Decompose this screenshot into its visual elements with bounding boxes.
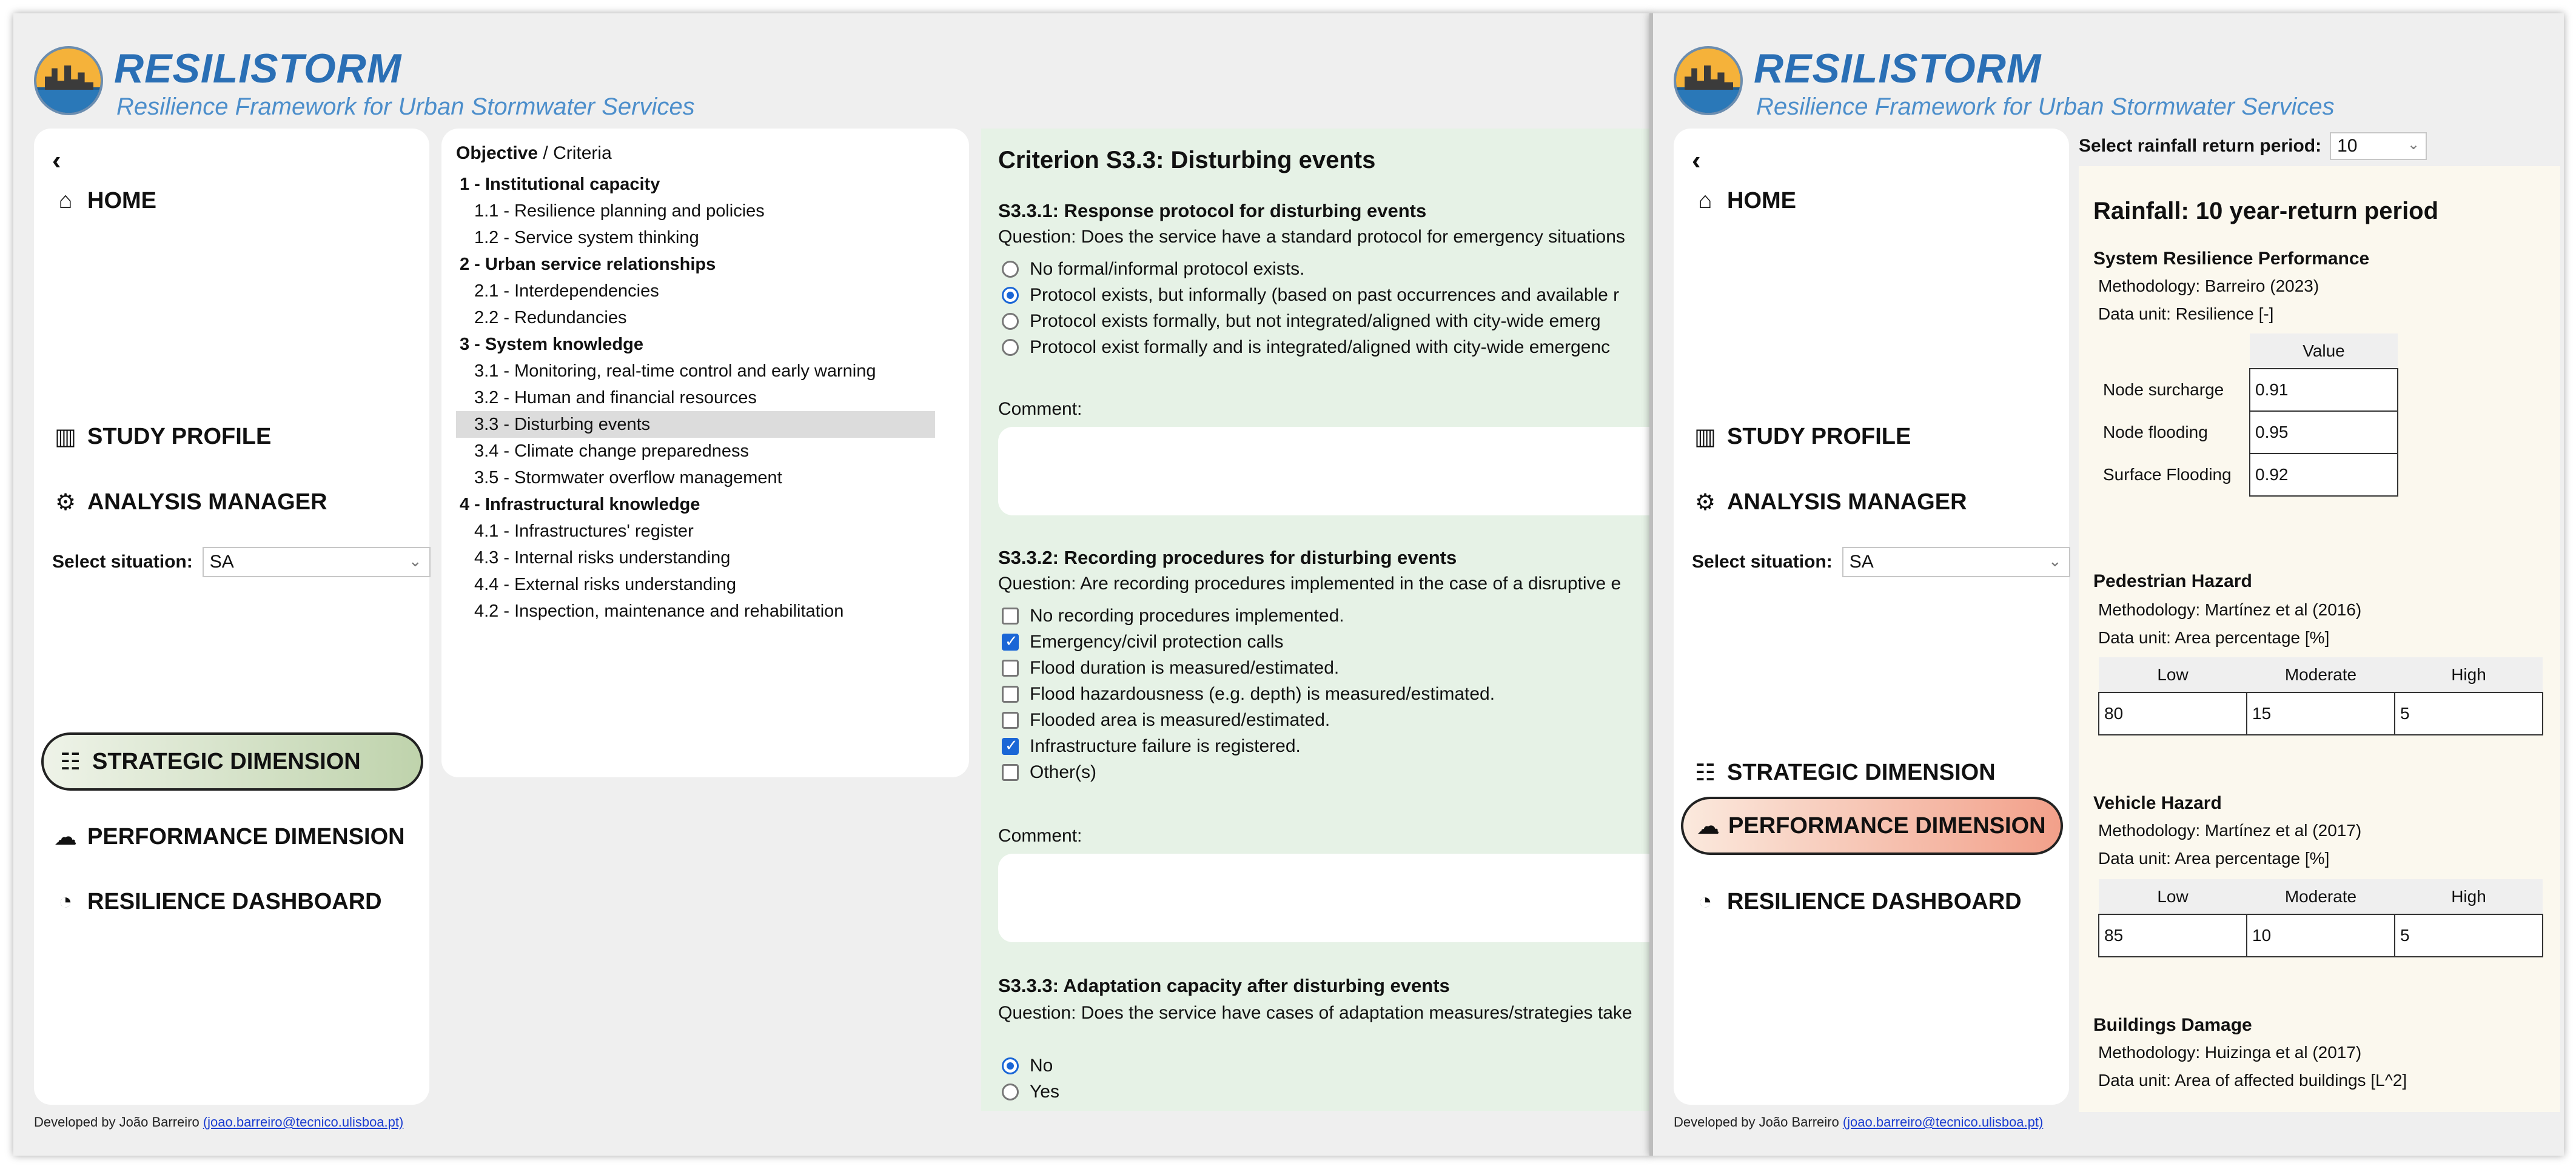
q1-option[interactable]: [1002, 256, 1305, 283]
nav-performance-dimension[interactable]: [1681, 797, 2063, 855]
criterion-item[interactable]: 3.2 - Human and financial resources: [474, 388, 757, 407]
nav-analysis-manager[interactable]: [1692, 489, 1967, 516]
q1-option[interactable]: [1002, 334, 1610, 361]
table-row: Surface Flooding 0.92: [2098, 454, 2398, 496]
buildings-methodology: Methodology: Huizinga et al (2017): [2098, 1043, 2362, 1062]
srp-value-cell[interactable]: 0.91: [2250, 369, 2398, 411]
q2-heading: S3.3.2: Recording procedures for disturbing events: [998, 547, 1457, 568]
situation-label: Select situation:: [1692, 552, 1833, 572]
srp-value-cell[interactable]: 0.92: [2250, 454, 2398, 496]
vehicle-low-cell[interactable]: 85: [2099, 914, 2247, 957]
vehicle-moderate-cell[interactable]: 10: [2247, 914, 2395, 957]
criterion-item[interactable]: 2.1 - Interdependencies: [474, 281, 659, 301]
back-button[interactable]: ‹: [52, 146, 61, 175]
pedestrian-unit: Data unit: Area percentage [%]: [2098, 628, 2330, 647]
q3-heading: S3.3.3: Adaptation capacity after disturbing events: [998, 975, 1450, 996]
table-row: Node surcharge 0.91: [2098, 369, 2398, 411]
nav-dashboard-label: RESILIENCE DASHBOARD: [1727, 889, 2022, 914]
srp-value-header: Value: [2250, 333, 2398, 369]
vehicle-high-cell[interactable]: 5: [2395, 914, 2543, 957]
q3-option[interactable]: [1002, 1053, 1053, 1079]
criterion-item[interactable]: 2.2 - Redundancies: [474, 308, 627, 327]
q2-option[interactable]: [1002, 655, 1339, 682]
nav-performance-label: PERFORMANCE DIMENSION: [1728, 812, 2046, 839]
nav-home[interactable]: [52, 188, 156, 214]
vehicle-methodology: Methodology: Martínez et al (2017): [2098, 821, 2362, 840]
situation-selector: [52, 547, 431, 577]
gear-icon: ⚙: [1694, 490, 1716, 515]
q2-option[interactable]: [1002, 681, 1495, 708]
pedestrian-methodology: Methodology: Martínez et al (2016): [2098, 600, 2362, 619]
rainfall-value: 10: [2337, 136, 2358, 156]
q3-option[interactable]: [1002, 1079, 1059, 1105]
q1-option[interactable]: [1002, 308, 1601, 335]
criterion-item[interactable]: 3.5 - Stormwater overflow management: [474, 468, 782, 487]
srp-unit: Data unit: Resilience [-]: [2098, 304, 2274, 323]
footer: Developed by João Barreiro (joao.barreiro@tecnico.ulisboa.pt): [1674, 1114, 2044, 1130]
radio-button[interactable]: [1002, 261, 1019, 278]
q2-question: Question: Are recording procedures implemented in the case of a disruptive e: [998, 574, 1622, 594]
option-label: Infrastructure failure is registered.: [1030, 736, 1301, 756]
brand-name: RESILISTORM: [114, 45, 402, 92]
situation-value: SA: [1849, 552, 1874, 572]
option-label: No formal/informal protocol exists.: [1030, 259, 1305, 279]
situation-label: Select situation:: [52, 552, 193, 572]
buildings-heading: Buildings Damage: [2093, 1015, 2252, 1035]
situation-value: SA: [209, 552, 234, 572]
sidebar: [1674, 129, 2069, 1105]
criterion-item[interactable]: 4.4 - External risks understanding: [474, 575, 736, 594]
option-label: No recording procedures implemented.: [1030, 606, 1344, 626]
q2-option[interactable]: [1002, 629, 1284, 655]
buildings-unit: Data unit: Area of affected buildings [L^2]: [2098, 1071, 2407, 1090]
option-label: Protocol exist formally and is integrated/aligned with city-wide emergenc: [1030, 337, 1611, 357]
pedestrian-table: Low Moderate High 80 15 5: [2098, 657, 2543, 735]
q1-comment-field[interactable]: [998, 427, 1651, 515]
footer: Developed by João Barreiro (joao.barreiro@tecnico.ulisboa.pt): [34, 1114, 404, 1130]
option-label: Emergency/civil protection calls: [1030, 632, 1284, 652]
radio-button[interactable]: [1002, 1084, 1019, 1100]
criteria-list: [456, 171, 954, 625]
radio-button[interactable]: [1002, 1057, 1019, 1074]
radio-button[interactable]: [1002, 287, 1019, 304]
checkbox[interactable]: [1002, 634, 1019, 651]
checkbox[interactable]: [1002, 738, 1019, 755]
table-row: [2099, 914, 2543, 957]
brand-tagline: Resilience Framework for Urban Stormwater Services: [1756, 93, 2335, 120]
home-icon: ⌂: [58, 188, 73, 213]
criterion-item[interactable]: 3.3 - Disturbing events: [456, 411, 935, 438]
chevron-down-icon: ⌄: [2048, 552, 2062, 570]
strategic-window: [13, 13, 1651, 1156]
objective-item: 3 - System knowledge: [460, 335, 643, 354]
radio-button[interactable]: [1002, 339, 1019, 356]
question-panel: [981, 129, 1651, 1111]
vehicle-heading: Vehicle Hazard: [2093, 793, 2222, 813]
resilistorm-logo: [1674, 46, 1743, 115]
rainfall-select[interactable]: [2330, 132, 2427, 160]
situation-select[interactable]: [203, 547, 431, 577]
app-header: [1674, 34, 2523, 125]
option-label: No: [1030, 1056, 1053, 1076]
nav-resilience-dashboard[interactable]: [1692, 889, 2022, 915]
building-icon: ▥: [1694, 424, 1716, 450]
nav-strategic-label: STRATEGIC DIMENSION: [1727, 760, 1996, 785]
cloud-rain-icon: ☁: [1697, 813, 1720, 839]
q2-comment-label: Comment:: [998, 826, 1082, 846]
rainfall-selector: [2079, 132, 2427, 160]
sidebar: [34, 129, 429, 1105]
nav-strategic-label: STRATEGIC DIMENSION: [92, 748, 361, 774]
q2-option[interactable]: [1002, 759, 1096, 786]
pedestrian-heading: Pedestrian Hazard: [2093, 571, 2252, 591]
table-row: [2099, 692, 2543, 735]
srp-value-cell[interactable]: 0.95: [2250, 411, 2398, 454]
criterion-item[interactable]: 4.1 - Infrastructures' register: [474, 521, 694, 541]
app-header: [34, 34, 883, 125]
performance-window: [1649, 13, 2564, 1156]
nav-analysis-manager-label: ANALYSIS MANAGER: [1727, 489, 1967, 515]
radio-button[interactable]: [1002, 313, 1019, 330]
nav-home-label: HOME: [87, 188, 156, 213]
criterion-item[interactable]: 3.1 - Monitoring, real-time control and early warning: [474, 361, 876, 381]
criterion-item[interactable]: 4.2 - Inspection, maintenance and rehabilitation: [474, 601, 844, 621]
back-button[interactable]: ‹: [1692, 146, 1701, 175]
rainfall-label: Select rainfall return period:: [2079, 136, 2322, 156]
gear-icon: ⚙: [55, 490, 76, 515]
criteria-panel: [441, 129, 969, 777]
option-label: Flooded area is measured/estimated.: [1030, 710, 1330, 730]
checkbox[interactable]: [1002, 686, 1019, 703]
situation-selector: [1692, 547, 2070, 577]
option-label: Yes: [1030, 1082, 1059, 1102]
author-email-link[interactable]: (joao.barreiro@tecnico.ulisboa.pt): [203, 1114, 404, 1130]
author-email-link[interactable]: (joao.barreiro@tecnico.ulisboa.pt): [1842, 1114, 2044, 1130]
nav-performance-dimension[interactable]: [52, 823, 405, 851]
sliders-icon: ☷: [59, 749, 81, 775]
nav-study-profile-label: STUDY PROFILE: [1727, 424, 1911, 449]
option-label: Flood duration is measured/estimated.: [1030, 658, 1340, 678]
objective-item: 4 - Infrastructural knowledge: [460, 495, 700, 514]
checkbox[interactable]: [1002, 712, 1019, 729]
building-icon: ▥: [55, 424, 76, 450]
q2-option[interactable]: [1002, 603, 1344, 629]
vehicle-table: Low Moderate High 85 10 5: [2098, 879, 2543, 957]
home-icon: ⌂: [1698, 188, 1712, 213]
nav-analysis-manager[interactable]: [52, 489, 327, 516]
nav-study-profile[interactable]: [1692, 423, 1911, 451]
nav-performance-label: PERFORMANCE DIMENSION: [87, 824, 405, 849]
checkbox[interactable]: [1002, 660, 1019, 677]
resilistorm-logo: [34, 46, 103, 115]
q2-option[interactable]: [1002, 707, 1330, 734]
pedestrian-high-cell[interactable]: 5: [2395, 692, 2543, 735]
srp-heading: System Resilience Performance: [2093, 249, 2370, 269]
situation-select[interactable]: [1842, 547, 2070, 577]
q1-option[interactable]: [1002, 282, 1619, 309]
criterion-item[interactable]: 1.2 - Service system thinking: [474, 228, 699, 247]
performance-panel: [2079, 166, 2560, 1112]
brand-tagline: Resilience Framework for Urban Stormwater Services: [116, 93, 695, 120]
option-label: Flood hazardousness (e.g. depth) is measured/estimated.: [1030, 684, 1495, 704]
table-row: Node flooding 0.95: [2098, 411, 2398, 454]
nav-resilience-dashboard[interactable]: [52, 889, 382, 915]
brand-name: RESILISTORM: [1754, 45, 2042, 92]
checkbox[interactable]: [1002, 764, 1019, 781]
criterion-item[interactable]: 1.1 - Resilience planning and policies: [474, 201, 765, 221]
objective-item: 1 - Institutional capacity: [460, 175, 660, 194]
chevron-down-icon: ⌄: [408, 552, 422, 570]
cloud-rain-icon: ☁: [54, 825, 77, 850]
nav-strategic-dimension[interactable]: [1692, 759, 1996, 786]
q1-comment-label: Comment:: [998, 399, 1082, 419]
option-label: Other(s): [1030, 762, 1097, 782]
q2-option[interactable]: [1002, 733, 1301, 760]
criterion-title: Criterion S3.3: Disturbing events: [998, 147, 1376, 173]
srp-methodology: Methodology: Barreiro (2023): [2098, 276, 2319, 295]
sliders-icon: ☷: [1694, 760, 1716, 786]
nav-study-profile-label: STUDY PROFILE: [87, 424, 272, 449]
gauge-icon: ◔: [58, 889, 73, 914]
nav-home-label: HOME: [1727, 188, 1796, 213]
pedestrian-low-cell[interactable]: 80: [2099, 692, 2247, 735]
q1-heading: S3.3.1: Response protocol for disturbing events: [998, 200, 1427, 221]
criteria-title: Objective / Criteria: [456, 143, 612, 163]
option-label: Protocol exists formally, but not integrated/aligned with city-wide emerg: [1030, 311, 1601, 331]
nav-analysis-manager-label: ANALYSIS MANAGER: [87, 489, 327, 515]
nav-study-profile[interactable]: [52, 423, 271, 451]
criterion-item[interactable]: 4.3 - Internal risks understanding: [474, 548, 731, 568]
q3-question: Question: Does the service have cases of adaptation measures/strategies take: [998, 1003, 1632, 1023]
checkbox[interactable]: [1002, 608, 1019, 625]
gauge-icon: ◔: [1698, 889, 1712, 914]
nav-strategic-dimension[interactable]: [41, 732, 423, 791]
objective-item: 2 - Urban service relationships: [460, 255, 716, 274]
chevron-down-icon: ⌄: [2407, 136, 2420, 153]
criterion-item[interactable]: 3.4 - Climate change preparedness: [474, 441, 749, 461]
vehicle-unit: Data unit: Area percentage [%]: [2098, 849, 2330, 868]
option-label: Protocol exists, but informally (based on past occurrences and available r: [1030, 285, 1620, 305]
pedestrian-moderate-cell[interactable]: 15: [2247, 692, 2395, 735]
srp-table: [2098, 333, 2398, 497]
rainfall-title: Rainfall: 10 year-return period: [2093, 198, 2439, 224]
nav-home[interactable]: [1692, 188, 1796, 214]
q1-question: Question: Does the service have a standard protocol for emergency situations: [998, 227, 1625, 247]
nav-dashboard-label: RESILIENCE DASHBOARD: [87, 889, 382, 914]
q2-comment-field[interactable]: [998, 854, 1651, 942]
